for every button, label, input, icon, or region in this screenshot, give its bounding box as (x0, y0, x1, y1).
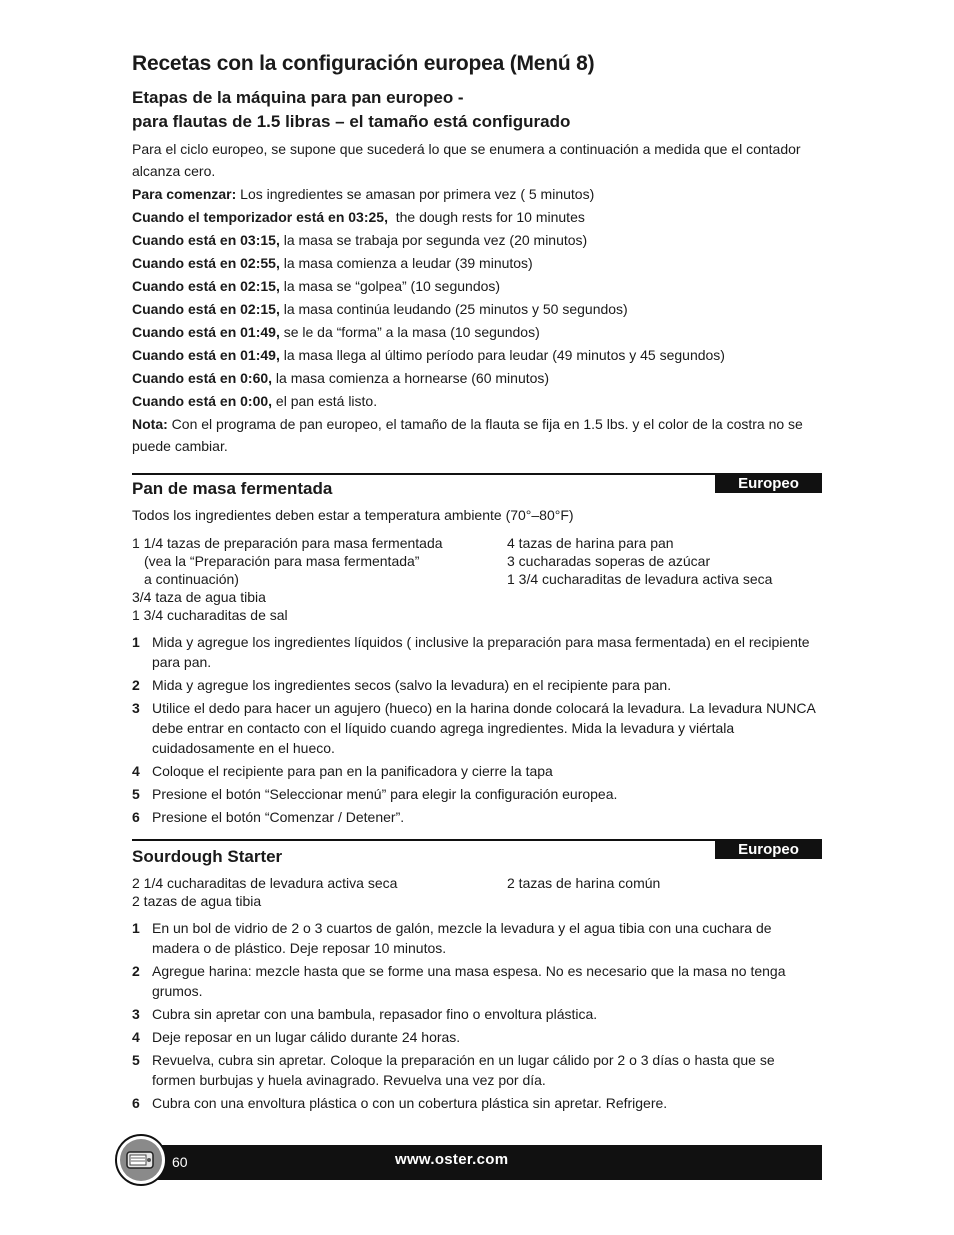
ingredient-line: 1 1/4 tazas de preparación para masa fermentada (132, 535, 443, 551)
step-item (132, 1004, 822, 1024)
page-content (132, 52, 822, 1116)
ingredients-right (507, 874, 822, 910)
step-item (132, 632, 822, 672)
step-text: En un bol de vidrio de 2 o 3 cuartos de galón, mezcle la levadura y el agua tibia con una cuchara de madera o de plástico. Deje reposar 10 minutos. (152, 920, 772, 956)
mode-badge: Europeo (715, 841, 822, 859)
stage-text: la masa comienza a leudar (39 minutos) (279, 255, 533, 271)
stage-item (132, 321, 822, 343)
ingredient-line: a continuación) (144, 571, 239, 587)
step-text: Deje reposar en un lugar cálido durante 24 horas. (152, 1029, 461, 1045)
stage-label: Cuando el temporizador está en 03:25, (132, 209, 388, 225)
step-item (132, 675, 822, 695)
ingredient-line: 4 tazas de harina para pan (507, 535, 674, 551)
page-title: Recetas con la configuración europea (Menú 8) (132, 52, 595, 75)
step-text: Mida y agregue los ingredientes secos (salvo la levadura) en el recipiente para pan. (152, 677, 672, 693)
ingredients (132, 534, 822, 624)
stage-item (132, 298, 822, 320)
stage-item (132, 390, 822, 412)
ingredient-line: 2 tazas de harina común (507, 875, 661, 891)
stages-note (132, 413, 822, 457)
stage-text: el pan está listo. (272, 393, 378, 409)
stage-text: la masa comienza a hornearse (60 minutos) (272, 370, 550, 386)
step-number: 6 (132, 1095, 140, 1111)
step-item (132, 961, 822, 1001)
step-item (132, 918, 822, 958)
stages-intro: Para el ciclo europeo, se supone que sucederá lo que se enumera a continuación a medida que el contador alcanza cero. (132, 141, 801, 179)
step-number: 4 (132, 1029, 140, 1045)
step-item (132, 1093, 822, 1113)
stage-text: se le da “forma” a la masa (10 segundos) (279, 324, 540, 340)
stage-item (132, 275, 822, 297)
step-item (132, 784, 822, 804)
step-text: Coloque el recipiente para pan en la panificadora y cierre la tapa (152, 763, 553, 779)
stage-text: la masa llega al último período para leudar (49 minutos y 45 segundos) (279, 347, 725, 363)
step-number: 2 (132, 963, 140, 979)
page-number: 60 (172, 1154, 188, 1170)
step-text: Utilice el dedo para hacer un agujero (hueco) en la harina donde colocará la levadura. La levadura NUNCA debe entrar en contacto con el líquido cuando agrega ingredientes. Mida la levadura y viértala cuidadosamente en el hueco. (152, 700, 816, 756)
stage-text: la masa se trabaja por segunda vez (20 minutos) (279, 232, 588, 248)
step-text: Presione el botón “Seleccionar menú” para elegir la configuración europea. (152, 786, 618, 802)
stage-label: Para comenzar: (132, 186, 237, 202)
recipe-title: Sourdough Starter (132, 847, 283, 866)
recipe-sourdough-starter (132, 839, 822, 1113)
stage-label: Cuando está en 01:49, (132, 324, 280, 340)
step-text: Cubra sin apretar con una bambula, repasador fino o envoltura plástica. (152, 1006, 598, 1022)
stage-item (132, 183, 822, 205)
step-number: 3 (132, 700, 140, 716)
stage-item (132, 206, 822, 228)
step-item (132, 1050, 822, 1090)
step-number: 5 (132, 786, 140, 802)
stage-label: Cuando está en 01:49, (132, 347, 280, 363)
website-link[interactable]: www.oster.com (395, 1151, 509, 1168)
stage-item (132, 252, 822, 274)
ingredient-line: 1 3/4 cucharaditas de sal (132, 607, 288, 623)
ingredient-line: 1 3/4 cucharaditas de levadura activa seca (507, 571, 773, 587)
step-number: 1 (132, 920, 140, 936)
recipe-sourdough-bread (132, 473, 822, 827)
step-number: 2 (132, 677, 140, 693)
step-text: Presione el botón “Comenzar / Detener”. (152, 809, 405, 825)
stage-text: the dough rests for 10 minutes (387, 209, 585, 225)
ingredient-line: 3 cucharadas soperas de azúcar (507, 553, 711, 569)
mode-badge: Europeo (715, 475, 822, 493)
stages-heading (132, 86, 822, 134)
step-text: Mida y agregue los ingredientes líquidos ( inclusive la preparación para masa fermentada) en el recipiente para pan. (152, 634, 810, 670)
stage-label: Cuando está en 02:15, (132, 278, 280, 294)
ingredient-line: (vea la “Preparación para masa fermentada” (144, 553, 420, 569)
step-number: 4 (132, 763, 140, 779)
step-text: Revuelva, cubra sin apretar. Coloque la preparación en un lugar cálido por 2 o 3 días o hasta que se formen burbujas y huela avinagrado. Revuelva una vez por día. (152, 1052, 775, 1088)
step-text: Cubra con una envoltura plástica o con un cobertura plástica sin apretar. Refrigere. (152, 1095, 668, 1111)
ingredients (132, 874, 822, 910)
stage-label: Cuando está en 02:15, (132, 301, 280, 317)
ingredient-line: 2 tazas de agua tibia (132, 893, 262, 909)
stages-heading-line1: Etapas de la máquina para pan europeo - (132, 88, 464, 107)
step-item (132, 1027, 822, 1047)
ingredient-line: 3/4 taza de agua tibia (132, 589, 266, 605)
note-label: Nota: (132, 416, 168, 432)
step-text: Agregue harina: mezcle hasta que se forme una masa espesa. No es necesario que la masa no tenga grumos. (152, 963, 786, 999)
recipe-title: Pan de masa fermentada (132, 479, 333, 498)
ingredients-right (507, 534, 822, 624)
stage-label: Cuando está en 02:55, (132, 255, 280, 271)
stages-heading-line2: para flautas de 1.5 libras – el tamaño está configurado (132, 112, 571, 131)
stage-label: Cuando está en 03:15, (132, 232, 280, 248)
step-number: 6 (132, 809, 140, 825)
step-item (132, 761, 822, 781)
stage-label: Cuando está en 0:00, (132, 393, 273, 409)
stage-item (132, 344, 822, 366)
step-number: 5 (132, 1052, 140, 1068)
ingredients-left (132, 874, 507, 910)
steps-list (132, 632, 822, 827)
stage-text: Los ingredientes se amasan por primera vez ( 5 minutos) (236, 186, 595, 202)
stage-label: Cuando está en 0:60, (132, 370, 273, 386)
stages-list (132, 183, 822, 412)
stage-item (132, 229, 822, 251)
bread-machine-icon (115, 1134, 167, 1186)
step-item (132, 807, 822, 827)
recipe-intro: Todos los ingredientes deben estar a temperatura ambiente (70°–80°F) (132, 507, 574, 523)
step-number: 1 (132, 634, 140, 650)
ingredient-line: 2 1/4 cucharaditas de levadura activa seca (132, 875, 398, 891)
stage-text: la masa se “golpea” (10 segundos) (279, 278, 501, 294)
stage-text: la masa continúa leudando (25 minutos y 50 segundos) (279, 301, 628, 317)
step-item (132, 698, 822, 758)
note-text: Con el programa de pan europeo, el tamaño de la flauta se fija en 1.5 lbs. y el color de la costra no se puede cambiar. (132, 416, 803, 454)
step-number: 3 (132, 1006, 140, 1022)
steps-list (132, 918, 822, 1113)
ingredients-left (132, 534, 507, 624)
footer-bar (140, 1145, 822, 1180)
stage-item (132, 367, 822, 389)
